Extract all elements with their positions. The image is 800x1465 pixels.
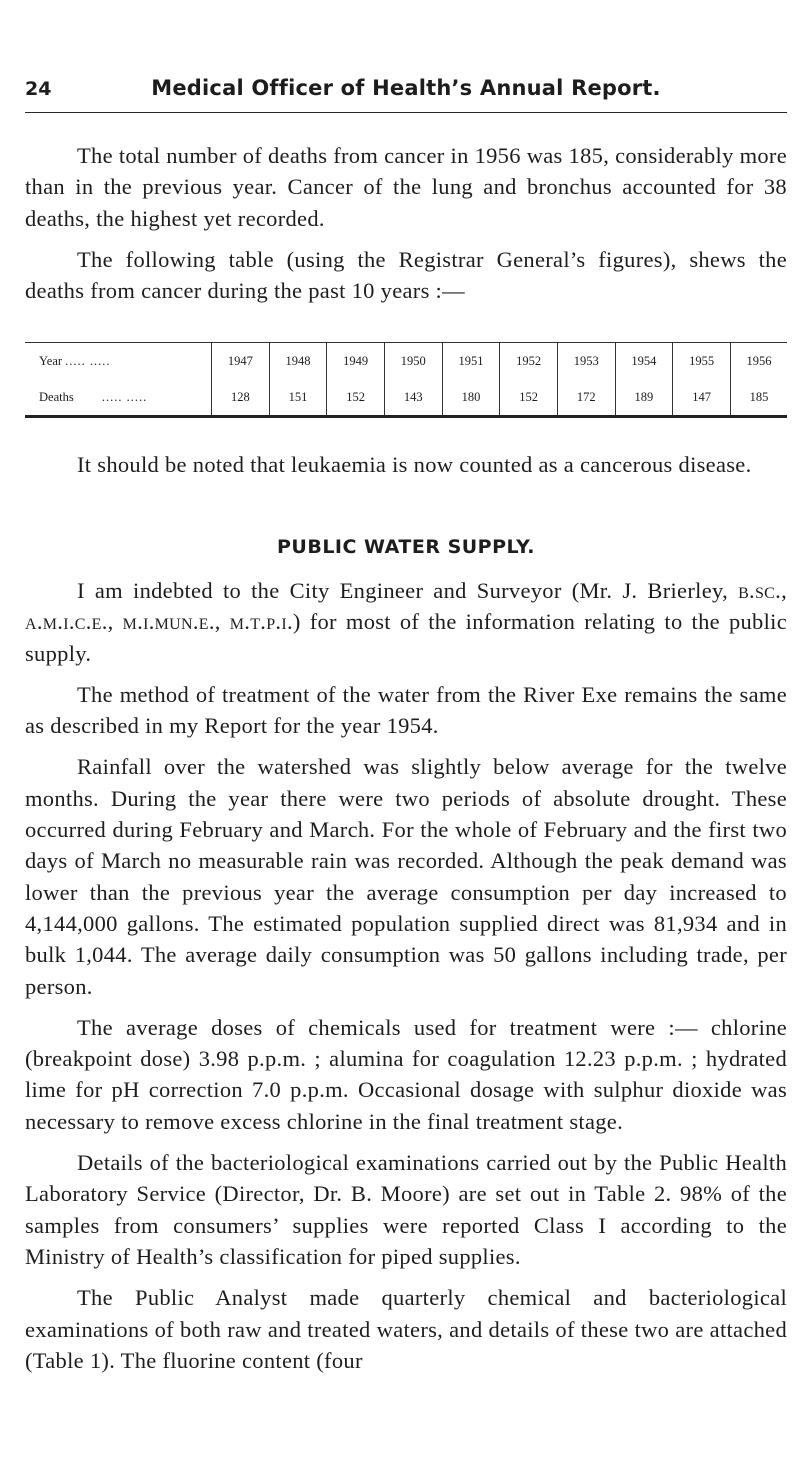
table-row-deaths: [25, 379, 787, 417]
table-cell: 185: [730, 379, 787, 417]
table-cell: 172: [557, 379, 615, 417]
page-header: [25, 76, 787, 108]
paragraph-chemical-doses: The average doses of chemicals used for treatment were :— chlorine (breakpoint dose) 3.98 p.p.m. ; alumina for coagulation 12.23 p.p.m. ; hydrated lime for pH correction 7.0 p.p.m. Occasional dosage with sulphur dioxide was necessary to remove excess chlorine in the final treatment stage.: [25, 1014, 787, 1134]
cancer-deaths-table: [25, 342, 787, 418]
table-cell: 189: [615, 379, 673, 417]
paragraph-public-analyst: The Public Analyst made quarterly chemical and bacteriological examinations of both raw and treated waters, and details of these two are attached (Table 1). The fluorine content (four: [25, 1285, 787, 1373]
table-cell: 147: [673, 379, 731, 417]
row-label-deaths: Deaths ..... .....: [25, 379, 212, 417]
table-cell: 1952: [500, 343, 558, 380]
table-cell: 1947: [212, 343, 270, 380]
paragraph-rainfall: Rainfall over the watershed was slightly below average for the twelve months. During the year there were two periods of absolute drought. These occurred during February and March. For the whole of February and the first two days of March no measurable rain was recorded. Although the peak demand was lower than the previous year the average consumption per day increased to 4,144,000 gallons. The estimated population supplied direct was 81,934 and in bulk 1,044. The average daily consumption was 50 gallons including trade, per person.: [25, 754, 787, 999]
page-number: 24: [25, 78, 52, 100]
table-cell: 1953: [557, 343, 615, 380]
paragraph-table-intro: The following table (using the Registrar General’s figures), shews the deaths from cancer during the past 10 years :—: [25, 246, 787, 304]
table-cell: 152: [327, 379, 385, 417]
paragraph-leukaemia: It should be noted that leukaemia is now counted as a cancerous disease.: [77, 452, 752, 477]
paragraph-acknowledgement: I am indebted to the City Engineer and Surveyor (Mr. J. Brierley, b.sc., a.m.i.c.e., m.i.mun.e., m.t.p.i.) for most of the information relating to the public supply.: [25, 578, 787, 666]
table-cell: 143: [384, 379, 442, 417]
running-title: Medical Officer of Health’s Annual Report.: [151, 76, 661, 100]
intro-text: [25, 140, 787, 306]
paragraph-bacteriological: Details of the bacteriological examinations carried out by the Public Health Laboratory Service (Director, Dr. B. Moore) are set out in Table 2. 98% of the samples from consumers’ supplies were reported Class I according to the Ministry of Health’s classification for piped supplies.: [25, 1150, 787, 1269]
table-cell: 152: [500, 379, 558, 417]
table-cell: 1948: [269, 343, 327, 380]
table-cell: 151: [269, 379, 327, 417]
leukaemia-text: [25, 449, 787, 480]
table-cell: 1951: [442, 343, 500, 380]
table-cell: 1955: [673, 343, 731, 380]
table-cell: 128: [212, 379, 270, 417]
header-rule: [25, 112, 787, 113]
water-supply-text: [25, 575, 787, 1376]
row-label-year: Year ..... .....: [25, 343, 212, 380]
table-cell: 1956: [730, 343, 787, 380]
table-cell: 1954: [615, 343, 673, 380]
paragraph-treatment-method: The method of treatment of the water from the River Exe remains the same as described in my Report for the year 1954.: [25, 681, 787, 739]
paragraph-cancer-total: The total number of deaths from cancer in 1956 was 185, considerably more than in the previous year. Cancer of the lung and bronchus accounted for 38 deaths, the highest yet recorded.: [25, 143, 787, 231]
table-cell: 180: [442, 379, 500, 417]
table-row-year: [25, 343, 787, 380]
table-cell: 1950: [384, 343, 442, 380]
table-cell: 1949: [327, 343, 385, 380]
section-heading-water-supply: PUBLIC WATER SUPPLY.: [276, 536, 536, 558]
